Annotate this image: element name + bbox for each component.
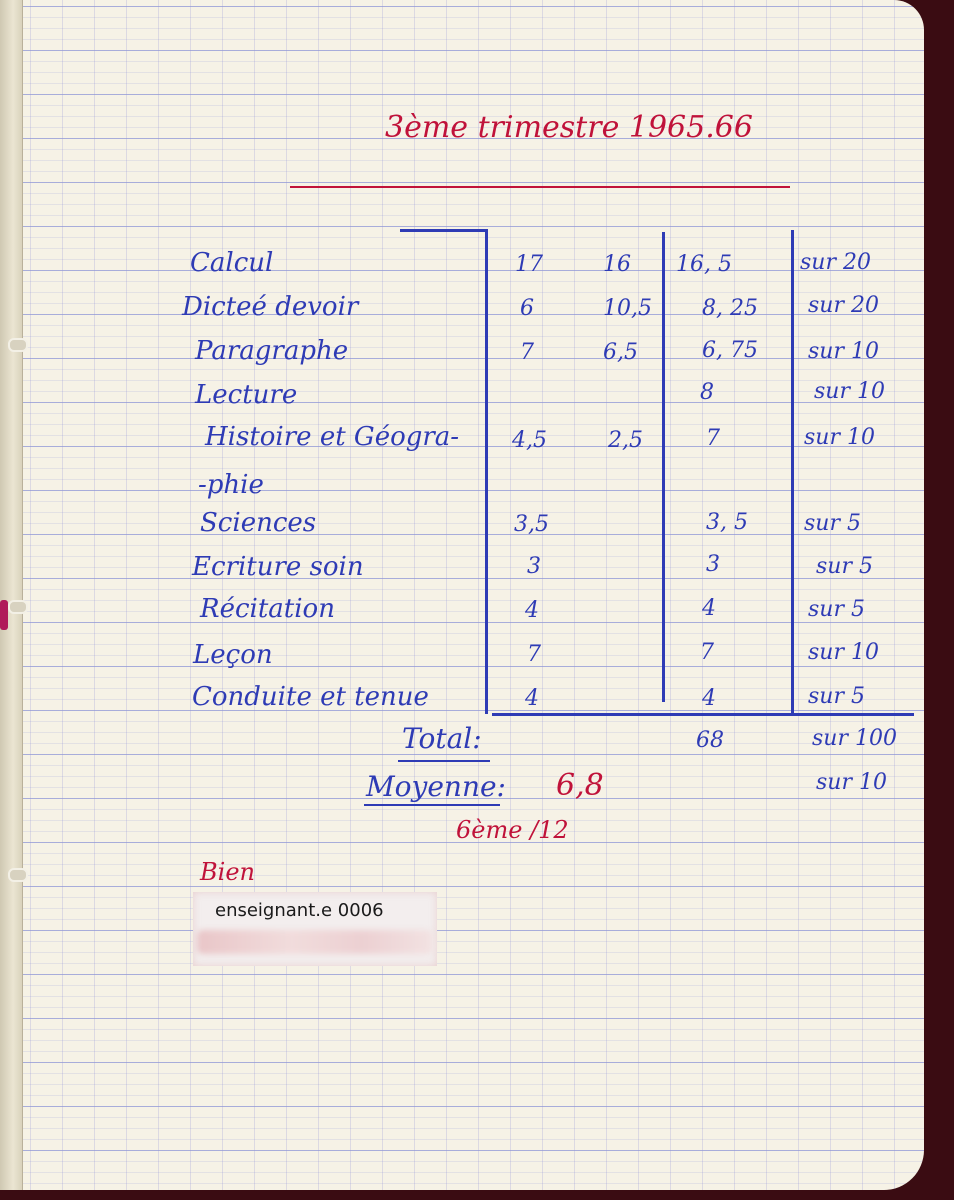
grade-average: 8 [700, 380, 714, 405]
grade-denominator: sur 5 [816, 554, 873, 579]
grade-denominator: sur 10 [808, 339, 879, 364]
moyenne-denominator: sur 10 [816, 770, 887, 795]
signature-redaction [193, 892, 437, 966]
grade-2: 6,5 [603, 340, 638, 365]
subject-label: -phie [198, 470, 264, 500]
teacher-comment: Bien [200, 858, 255, 886]
title-underline [290, 186, 790, 188]
total-underline [398, 760, 490, 762]
grade-average: 3, 5 [706, 510, 748, 535]
grade-average: 16, 5 [676, 252, 732, 277]
grade-2: 16 [603, 252, 631, 277]
margin-mark [0, 600, 8, 630]
signature-label: enseignant.e 0006 [215, 900, 384, 921]
grade-denominator: sur 5 [808, 684, 865, 709]
grade-1: 3,5 [514, 512, 549, 537]
grade-average: 7 [700, 640, 714, 665]
grade-average: 4 [702, 596, 716, 621]
grade-denominator: sur 10 [814, 379, 885, 404]
subject-label: Histoire et Géogra- [205, 422, 460, 452]
grade-average: 4 [702, 686, 716, 711]
binding-stitch [8, 600, 28, 614]
binding-stitch [8, 868, 28, 882]
grade-1: 6 [520, 296, 534, 321]
moyenne-value: 6,8 [556, 768, 604, 803]
subject-label: Récitation [200, 594, 335, 624]
table-top-rule [400, 229, 486, 232]
subject-label: Dicteé devoir [182, 292, 359, 322]
grade-average: 7 [706, 426, 720, 451]
grade-average: 3 [706, 552, 720, 577]
total-denominator: sur 100 [812, 726, 897, 751]
grade-average: 8, 25 [702, 296, 758, 321]
grade-1: 4 [525, 598, 539, 623]
total-value: 68 [696, 728, 724, 753]
table-divider-right [791, 230, 794, 714]
blurred-signature [197, 930, 433, 954]
grade-1: 4,5 [512, 428, 547, 453]
grade-denominator: sur 5 [804, 511, 861, 536]
grade-1: 7 [527, 642, 541, 667]
page-title: 3ème trimestre 1965.66 [385, 110, 753, 145]
grade-1: 17 [515, 252, 543, 277]
grade-denominator: sur 20 [808, 293, 879, 318]
subject-label: Sciences [200, 508, 317, 538]
grade-2: 2,5 [608, 428, 643, 453]
grade-denominator: sur 5 [808, 597, 865, 622]
grade-2: 10,5 [603, 296, 652, 321]
grade-average: 6, 75 [702, 338, 758, 363]
table-divider-middle [662, 232, 665, 702]
subject-label: Conduite et tenue [192, 682, 429, 712]
notebook-spine [0, 0, 23, 1190]
subject-label: Calcul [190, 248, 274, 278]
subject-label: Ecriture soin [192, 552, 364, 582]
subject-label: Leçon [193, 640, 273, 670]
table-bottom-rule [492, 713, 914, 716]
grade-denominator: sur 10 [808, 640, 879, 665]
moyenne-label: Moyenne: [366, 770, 506, 803]
total-label: Total: [402, 722, 482, 755]
moyenne-underline [364, 804, 500, 806]
subject-label: Paragraphe [195, 336, 349, 366]
class-rank: 6ème /12 [456, 816, 569, 844]
grade-denominator: sur 10 [804, 425, 875, 450]
subject-label: Lecture [195, 380, 298, 410]
grade-1: 3 [527, 554, 541, 579]
grade-1: 7 [520, 340, 534, 365]
binding-stitch [8, 338, 28, 352]
table-divider-left [485, 229, 488, 714]
grade-denominator: sur 20 [800, 250, 871, 275]
grade-1: 4 [525, 686, 539, 711]
